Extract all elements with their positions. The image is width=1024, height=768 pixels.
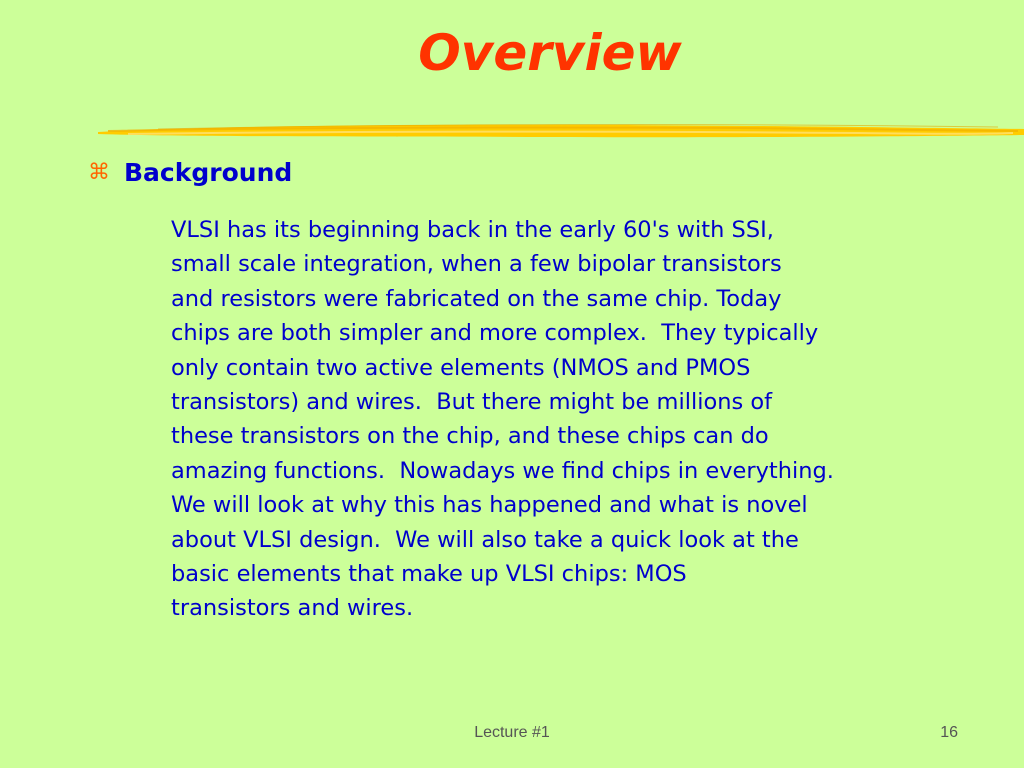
body-line: and resistors were fabricated on the same chip. Today [171,285,782,312]
body-line: only contain two active elements (NMOS and PMOS [171,354,751,381]
z-bullet-icon: ⌘ [88,160,110,185]
body-line: transistors and wires. [171,595,414,622]
bullet-label: Background [124,158,293,187]
body-line: chips are both simpler and more complex. They typically [171,320,819,347]
bullet-row-background [88,155,292,191]
body-line: basic elements that make up VLSI chips: MOS [171,561,687,588]
body-line: about VLSI design. We will also take a quick look at the [171,526,799,553]
body-line: We will look at why this has happened and what is novel [171,492,808,519]
slide-title: Overview [418,24,682,82]
body-line: small scale integration, when a few bipolar transistors [171,251,782,278]
footer-lecture-label: Lecture #1 [474,724,550,741]
body-line: VLSI has its beginning back in the early 60's with SSI, [171,217,774,243]
body-paragraph [171,213,961,626]
body-line: these transistors on the chip, and these chips can do [171,423,769,450]
footer-page-number: 16 [940,724,958,741]
body-line: transistors) and wires. But there might be millions of [171,389,773,416]
body-line: amazing functions. Nowadays we find chips in everything. [171,457,834,484]
title-underline-brush [98,118,1024,142]
